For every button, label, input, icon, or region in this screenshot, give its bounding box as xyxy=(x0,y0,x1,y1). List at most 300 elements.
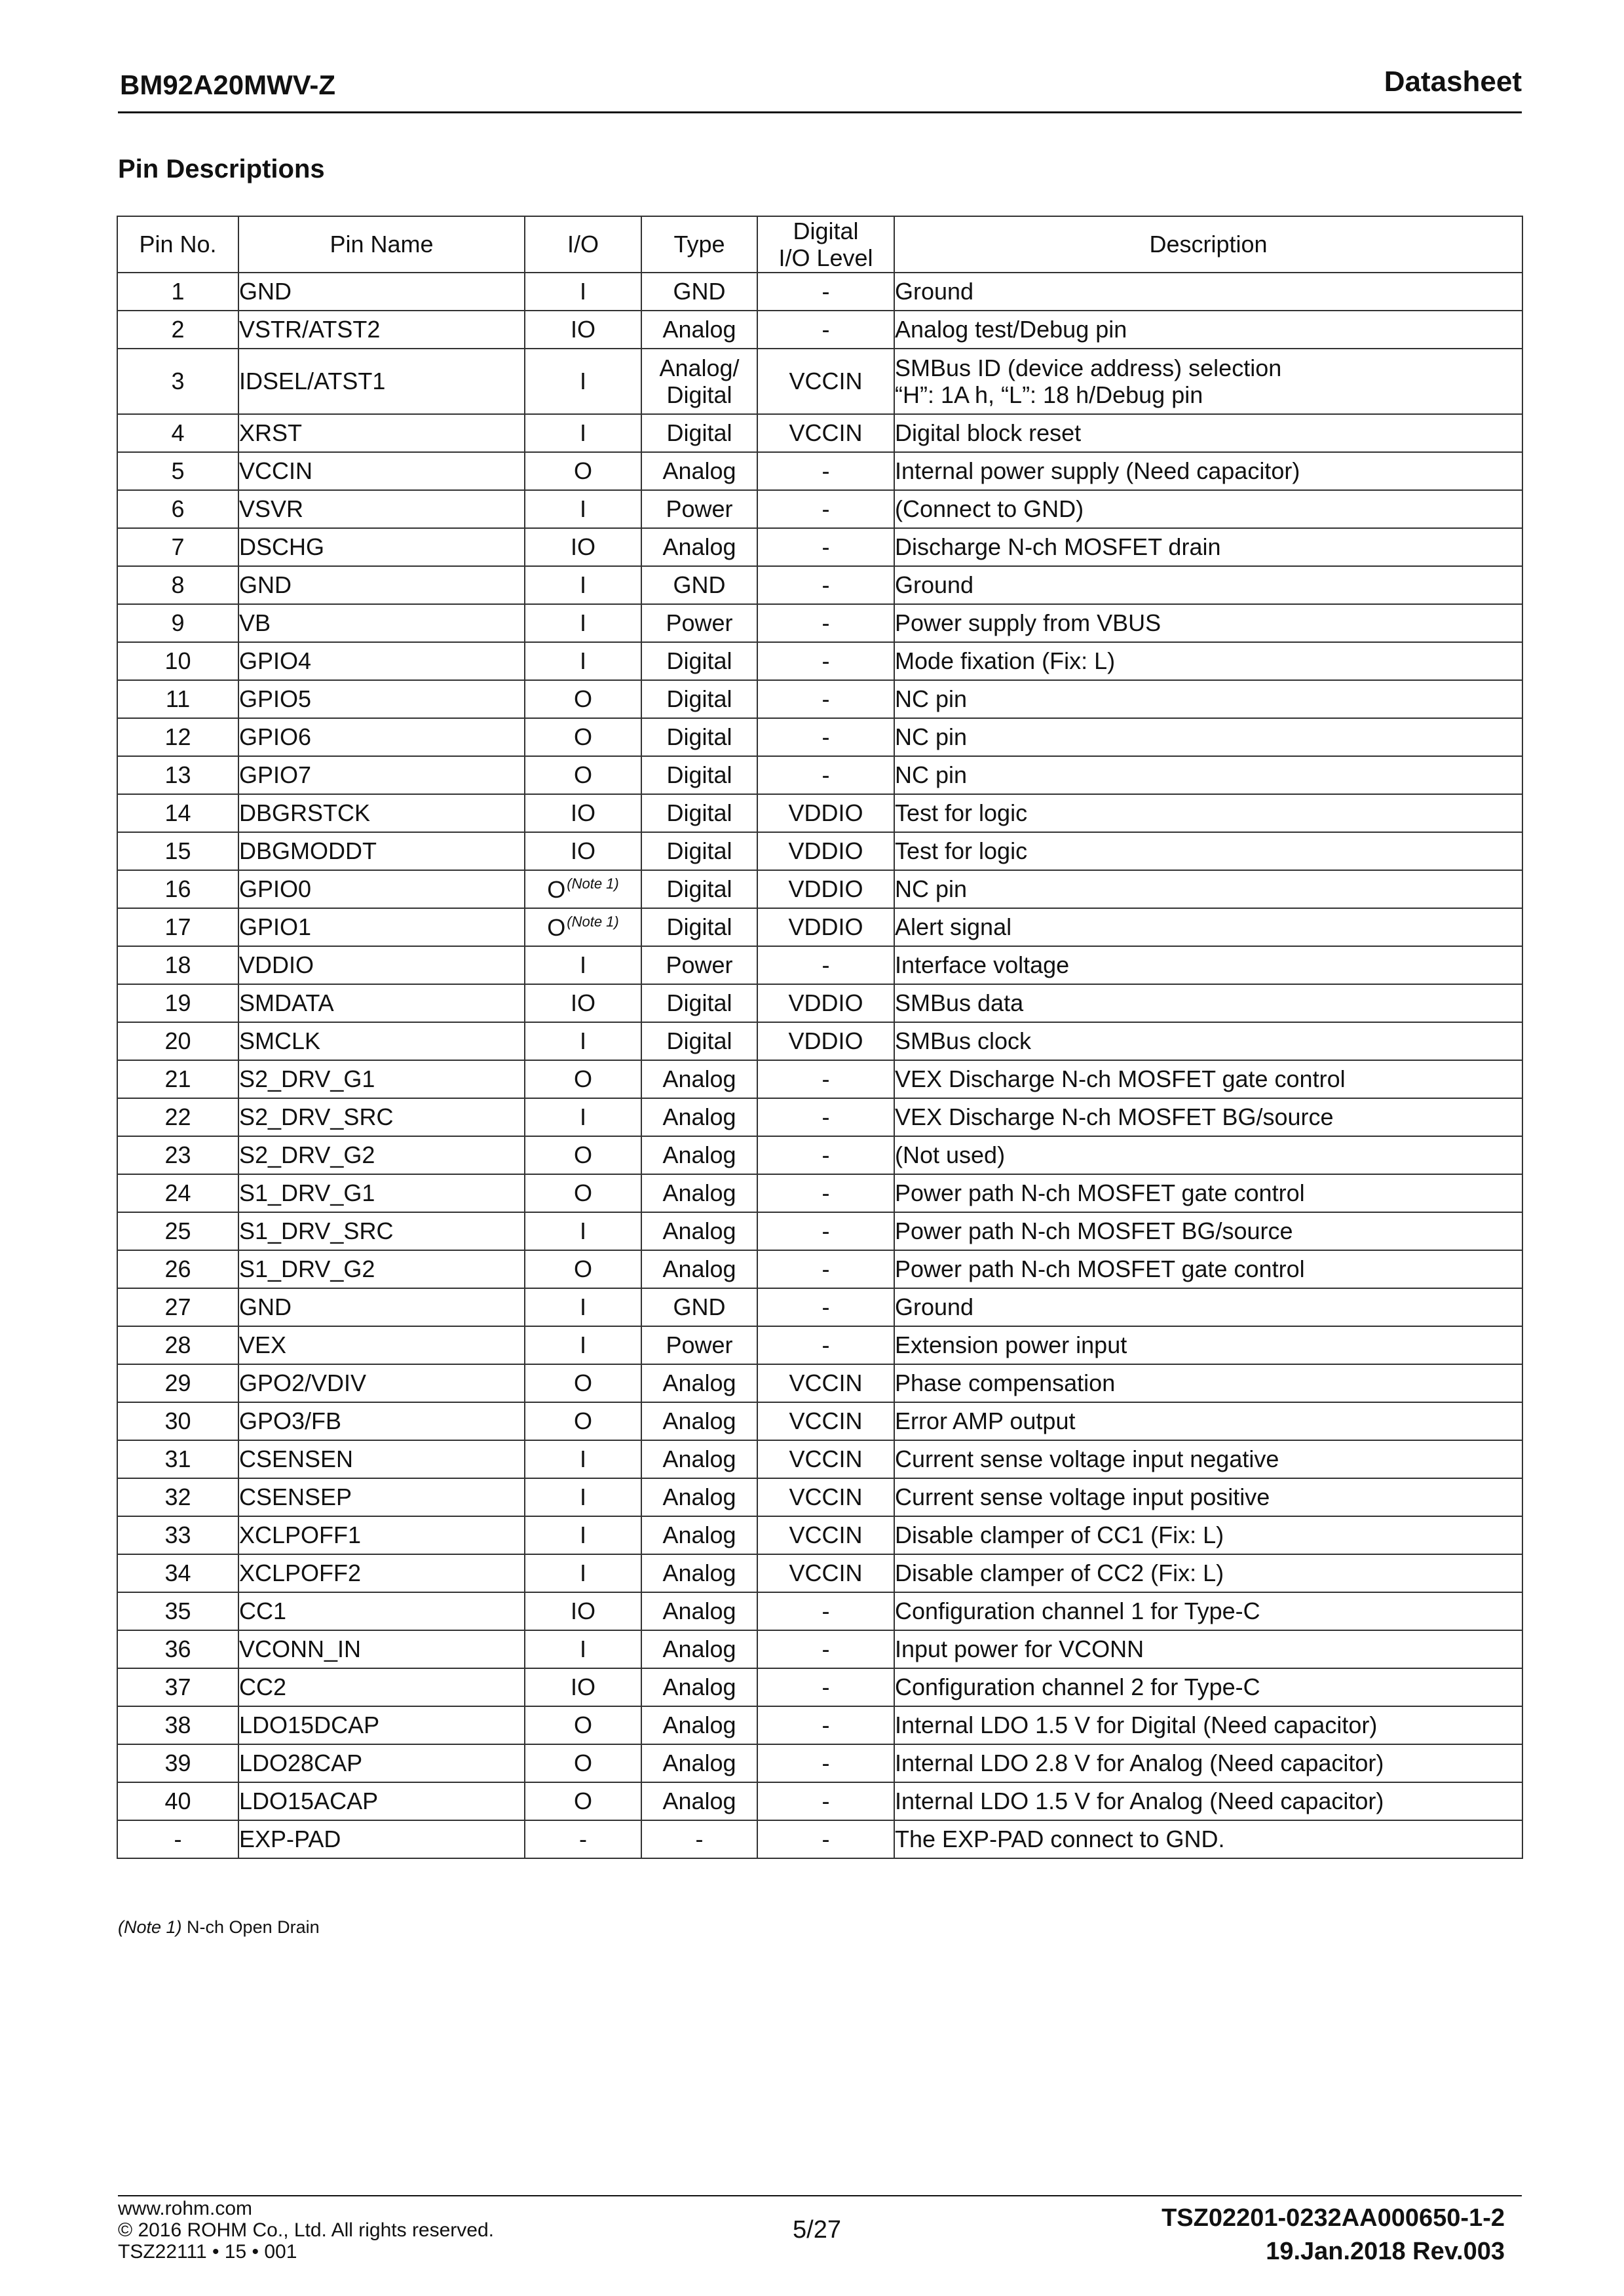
cell-io: O xyxy=(525,680,641,718)
cell-pin-name: GPO2/VDIV xyxy=(238,1364,525,1402)
cell-description: Ground xyxy=(894,1288,1522,1326)
cell-pin-name: S2_DRV_G1 xyxy=(238,1060,525,1098)
table-row xyxy=(117,1326,1522,1364)
table-row xyxy=(117,604,1522,642)
cell-type: Analog xyxy=(641,1744,757,1782)
cell-pin-name: XRST xyxy=(238,414,525,452)
cell-io: I xyxy=(525,1022,641,1060)
table-row xyxy=(117,794,1522,832)
cell-type: Analog xyxy=(641,1630,757,1668)
cell-type: Digital xyxy=(641,642,757,680)
cell-type: Power xyxy=(641,1326,757,1364)
cell-pin-name: S1_DRV_SRC xyxy=(238,1212,525,1250)
cell-pin-name: S2_DRV_G2 xyxy=(238,1136,525,1174)
cell-io: I xyxy=(525,1326,641,1364)
cell-io: O xyxy=(525,1174,641,1212)
cell-io: I xyxy=(525,1554,641,1592)
cell-type: Analog xyxy=(641,528,757,566)
cell-io: I xyxy=(525,566,641,604)
cell-type: Analog xyxy=(641,1060,757,1098)
cell-io: O xyxy=(525,718,641,756)
cell-pin-no: 11 xyxy=(117,680,238,718)
cell-description: Discharge N-ch MOSFET drain xyxy=(894,528,1522,566)
cell-pin-no: 26 xyxy=(117,1250,238,1288)
cell-pin-name: GND xyxy=(238,273,525,311)
cell-pin-no: 21 xyxy=(117,1060,238,1098)
table-row xyxy=(117,349,1522,414)
table-footnote xyxy=(118,1917,320,1938)
cell-io: I xyxy=(525,642,641,680)
cell-io: O xyxy=(525,1402,641,1440)
col-header-pin-no: Pin No. xyxy=(117,216,238,273)
cell-pin-no: 2 xyxy=(117,311,238,349)
cell-io: I xyxy=(525,1630,641,1668)
cell-type: Analog xyxy=(641,1174,757,1212)
table-row xyxy=(117,908,1522,946)
cell-description: NC pin xyxy=(894,870,1522,908)
table-row xyxy=(117,1364,1522,1402)
table-row xyxy=(117,1782,1522,1820)
cell-description: SMBus ID (device address) selection “H”: 1A h, “L”: 18 h/Debug pin xyxy=(894,349,1522,414)
table-row xyxy=(117,1630,1522,1668)
cell-type: Digital xyxy=(641,984,757,1022)
cell-pin-name: GPIO0 xyxy=(238,870,525,908)
table-row xyxy=(117,1440,1522,1478)
cell-digital-io-level: VCCIN xyxy=(757,349,894,414)
cell-pin-name: GPIO4 xyxy=(238,642,525,680)
cell-io xyxy=(525,870,641,908)
cell-pin-name: LDO15ACAP xyxy=(238,1782,525,1820)
cell-type: Digital xyxy=(641,794,757,832)
cell-description: Alert signal xyxy=(894,908,1522,946)
cell-type: Digital xyxy=(641,832,757,870)
cell-io: I xyxy=(525,946,641,984)
table-row xyxy=(117,642,1522,680)
cell-description: SMBus clock xyxy=(894,1022,1522,1060)
cell-pin-no: 36 xyxy=(117,1630,238,1668)
table-row xyxy=(117,273,1522,311)
cell-digital-io-level: - xyxy=(757,1782,894,1820)
table-row xyxy=(117,1820,1522,1858)
table-row xyxy=(117,1022,1522,1060)
table-row xyxy=(117,1402,1522,1440)
cell-digital-io-level: - xyxy=(757,756,894,794)
cell-description: The EXP-PAD connect to GND. xyxy=(894,1820,1522,1858)
cell-io: O xyxy=(525,1364,641,1402)
cell-pin-no: 6 xyxy=(117,490,238,528)
cell-pin-name: DBGRSTCK xyxy=(238,794,525,832)
cell-pin-no: 32 xyxy=(117,1478,238,1516)
cell-pin-no: 30 xyxy=(117,1402,238,1440)
cell-io: IO xyxy=(525,1592,641,1630)
table-row xyxy=(117,1554,1522,1592)
cell-io: IO xyxy=(525,1668,641,1706)
cell-description: NC pin xyxy=(894,718,1522,756)
note-reference: (Note 1) xyxy=(567,875,619,892)
cell-description: Interface voltage xyxy=(894,946,1522,984)
cell-io: IO xyxy=(525,832,641,870)
note-text: N-ch Open Drain xyxy=(181,1917,320,1937)
cell-description: Internal LDO 2.8 V for Analog (Need capacitor) xyxy=(894,1744,1522,1782)
cell-pin-name: GND xyxy=(238,1288,525,1326)
cell-pin-name: S1_DRV_G2 xyxy=(238,1250,525,1288)
cell-digital-io-level: - xyxy=(757,718,894,756)
cell-description: Internal power supply (Need capacitor) xyxy=(894,452,1522,490)
cell-type: Digital xyxy=(641,908,757,946)
cell-description: Analog test/Debug pin xyxy=(894,311,1522,349)
cell-digital-io-level: - xyxy=(757,273,894,311)
cell-type: Digital xyxy=(641,870,757,908)
cell-pin-no: 20 xyxy=(117,1022,238,1060)
cell-type: Digital xyxy=(641,718,757,756)
cell-digital-io-level: - xyxy=(757,1820,894,1858)
cell-type: Analog xyxy=(641,1250,757,1288)
cell-pin-name: GPO3/FB xyxy=(238,1402,525,1440)
cell-description: Extension power input xyxy=(894,1326,1522,1364)
footer-form-code: TSZ22111 • 15 • 001 xyxy=(118,2241,297,2263)
footer-copyright: © 2016 ROHM Co., Ltd. All rights reserved. xyxy=(118,2219,494,2241)
cell-pin-name: GPIO6 xyxy=(238,718,525,756)
cell-pin-no: 10 xyxy=(117,642,238,680)
cell-pin-name: VB xyxy=(238,604,525,642)
table-row xyxy=(117,718,1522,756)
table-row xyxy=(117,870,1522,908)
note-reference: (Note 1) xyxy=(567,913,619,930)
cell-io: - xyxy=(525,1820,641,1858)
col-header-pin-name: Pin Name xyxy=(238,216,525,273)
cell-pin-name: SMCLK xyxy=(238,1022,525,1060)
footer-doc-number: TSZ02201-0232AA000650-1-2 xyxy=(1161,2204,1505,2232)
table-row xyxy=(117,1288,1522,1326)
col-header-description: Description xyxy=(894,216,1522,273)
cell-pin-no: 23 xyxy=(117,1136,238,1174)
cell-type: Digital xyxy=(641,414,757,452)
cell-digital-io-level: VCCIN xyxy=(757,414,894,452)
table-row xyxy=(117,1744,1522,1782)
cell-pin-name: DBGMODDT xyxy=(238,832,525,870)
cell-description: Test for logic xyxy=(894,794,1522,832)
cell-description: Mode fixation (Fix: L) xyxy=(894,642,1522,680)
table-header-row xyxy=(117,216,1522,273)
cell-pin-no: 12 xyxy=(117,718,238,756)
cell-pin-name: CSENSEP xyxy=(238,1478,525,1516)
cell-io: O xyxy=(525,1060,641,1098)
cell-pin-name: CC2 xyxy=(238,1668,525,1706)
cell-pin-no: - xyxy=(117,1820,238,1858)
cell-io: I xyxy=(525,1288,641,1326)
part-number: BM92A20MWV-Z xyxy=(120,69,336,100)
cell-digital-io-level: VDDIO xyxy=(757,984,894,1022)
cell-io: IO xyxy=(525,794,641,832)
table-row xyxy=(117,1592,1522,1630)
cell-io: I xyxy=(525,1212,641,1250)
table-row xyxy=(117,680,1522,718)
cell-io: I xyxy=(525,1440,641,1478)
cell-type: Analog xyxy=(641,1364,757,1402)
cell-description: Ground xyxy=(894,273,1522,311)
cell-digital-io-level: - xyxy=(757,1630,894,1668)
cell-digital-io-level: VDDIO xyxy=(757,794,894,832)
cell-pin-no: 19 xyxy=(117,984,238,1022)
cell-pin-no: 4 xyxy=(117,414,238,452)
cell-description: Error AMP output xyxy=(894,1402,1522,1440)
cell-pin-name: LDO28CAP xyxy=(238,1744,525,1782)
cell-pin-no: 8 xyxy=(117,566,238,604)
cell-pin-no: 7 xyxy=(117,528,238,566)
cell-pin-no: 9 xyxy=(117,604,238,642)
cell-digital-io-level: VDDIO xyxy=(757,908,894,946)
cell-description: Power path N-ch MOSFET gate control xyxy=(894,1174,1522,1212)
cell-io: IO xyxy=(525,311,641,349)
cell-pin-no: 40 xyxy=(117,1782,238,1820)
cell-io: O xyxy=(525,1250,641,1288)
cell-io-value: O xyxy=(547,913,566,941)
cell-pin-no: 16 xyxy=(117,870,238,908)
cell-digital-io-level: - xyxy=(757,604,894,642)
cell-type: Analog xyxy=(641,1516,757,1554)
cell-description: Phase compensation xyxy=(894,1364,1522,1402)
cell-type: Analog xyxy=(641,1136,757,1174)
cell-io: IO xyxy=(525,528,641,566)
cell-pin-no: 37 xyxy=(117,1668,238,1706)
cell-pin-no: 28 xyxy=(117,1326,238,1364)
note-label: (Note 1) xyxy=(118,1917,182,1937)
cell-description: Internal LDO 1.5 V for Digital (Need capacitor) xyxy=(894,1706,1522,1744)
col-header-type: Type xyxy=(641,216,757,273)
cell-pin-no: 38 xyxy=(117,1706,238,1744)
footer-rule xyxy=(118,2195,1522,2196)
cell-pin-no: 29 xyxy=(117,1364,238,1402)
cell-io: I xyxy=(525,604,641,642)
footer-left xyxy=(118,2198,494,2263)
pin-table xyxy=(117,216,1523,1859)
cell-pin-no: 33 xyxy=(117,1516,238,1554)
cell-digital-io-level: VCCIN xyxy=(757,1440,894,1478)
cell-io: IO xyxy=(525,984,641,1022)
table-row xyxy=(117,1478,1522,1516)
table-row xyxy=(117,1516,1522,1554)
cell-description: Ground xyxy=(894,566,1522,604)
cell-pin-no: 1 xyxy=(117,273,238,311)
cell-pin-name: GPIO7 xyxy=(238,756,525,794)
cell-description: SMBus data xyxy=(894,984,1522,1022)
cell-pin-no: 3 xyxy=(117,349,238,414)
cell-io: I xyxy=(525,1516,641,1554)
cell-pin-name: VCONN_IN xyxy=(238,1630,525,1668)
table-row xyxy=(117,1668,1522,1706)
cell-description: (Connect to GND) xyxy=(894,490,1522,528)
cell-description: Input power for VCONN xyxy=(894,1630,1522,1668)
cell-digital-io-level: - xyxy=(757,311,894,349)
cell-pin-no: 22 xyxy=(117,1098,238,1136)
cell-pin-name: VSTR/ATST2 xyxy=(238,311,525,349)
cell-type: Analog xyxy=(641,1668,757,1706)
cell-digital-io-level: VDDIO xyxy=(757,870,894,908)
table-row xyxy=(117,1706,1522,1744)
cell-digital-io-level: - xyxy=(757,1174,894,1212)
cell-pin-name: XCLPOFF1 xyxy=(238,1516,525,1554)
cell-type: Analog xyxy=(641,1440,757,1478)
cell-type: Power xyxy=(641,946,757,984)
cell-digital-io-level: - xyxy=(757,490,894,528)
doc-type: Datasheet xyxy=(1384,66,1522,98)
footer-date-rev: 19.Jan.2018 Rev.003 xyxy=(1266,2238,1505,2265)
cell-digital-io-level: - xyxy=(757,1212,894,1250)
cell-io: I xyxy=(525,273,641,311)
table-row xyxy=(117,311,1522,349)
cell-digital-io-level: VDDIO xyxy=(757,832,894,870)
cell-type: Analog xyxy=(641,1706,757,1744)
table-row xyxy=(117,566,1522,604)
cell-pin-no: 14 xyxy=(117,794,238,832)
cell-type: Analog/ Digital xyxy=(641,349,757,414)
cell-type: Analog xyxy=(641,1782,757,1820)
cell-digital-io-level: VCCIN xyxy=(757,1402,894,1440)
cell-digital-io-level: - xyxy=(757,452,894,490)
cell-type: Analog xyxy=(641,1402,757,1440)
cell-digital-io-level: - xyxy=(757,946,894,984)
cell-pin-name: S2_DRV_SRC xyxy=(238,1098,525,1136)
table-row xyxy=(117,1098,1522,1136)
cell-io: O xyxy=(525,1706,641,1744)
cell-digital-io-level: - xyxy=(757,528,894,566)
cell-description: Power path N-ch MOSFET gate control xyxy=(894,1250,1522,1288)
cell-description: Configuration channel 1 for Type-C xyxy=(894,1592,1522,1630)
table-row xyxy=(117,452,1522,490)
cell-digital-io-level: - xyxy=(757,1136,894,1174)
cell-pin-name: LDO15DCAP xyxy=(238,1706,525,1744)
cell-description: VEX Discharge N-ch MOSFET BG/source xyxy=(894,1098,1522,1136)
cell-pin-no: 25 xyxy=(117,1212,238,1250)
cell-type: Analog xyxy=(641,452,757,490)
cell-pin-name: GPIO5 xyxy=(238,680,525,718)
cell-io: I xyxy=(525,1478,641,1516)
page-number: 5/27 xyxy=(793,2216,841,2244)
cell-digital-io-level: - xyxy=(757,1326,894,1364)
cell-io: O xyxy=(525,1136,641,1174)
cell-digital-io-level: - xyxy=(757,680,894,718)
cell-description: NC pin xyxy=(894,680,1522,718)
cell-pin-name: S1_DRV_G1 xyxy=(238,1174,525,1212)
cell-type: Power xyxy=(641,604,757,642)
cell-type: Analog xyxy=(641,1592,757,1630)
footer-website: www.rohm.com xyxy=(118,2198,253,2219)
table-row xyxy=(117,1174,1522,1212)
cell-io-value: O xyxy=(547,875,566,903)
cell-pin-name: EXP-PAD xyxy=(238,1820,525,1858)
cell-description: Digital block reset xyxy=(894,414,1522,452)
cell-description: Power supply from VBUS xyxy=(894,604,1522,642)
cell-digital-io-level: - xyxy=(757,1060,894,1098)
cell-io: O xyxy=(525,452,641,490)
cell-description: Current sense voltage input positive xyxy=(894,1478,1522,1516)
cell-type: GND xyxy=(641,1288,757,1326)
cell-type: GND xyxy=(641,273,757,311)
cell-io: O xyxy=(525,1744,641,1782)
cell-pin-name: CC1 xyxy=(238,1592,525,1630)
cell-type: Digital xyxy=(641,1022,757,1060)
cell-pin-no: 39 xyxy=(117,1744,238,1782)
cell-pin-no: 18 xyxy=(117,946,238,984)
cell-pin-name: VDDIO xyxy=(238,946,525,984)
cell-pin-name: GPIO1 xyxy=(238,908,525,946)
table-row xyxy=(117,528,1522,566)
cell-pin-no: 5 xyxy=(117,452,238,490)
cell-digital-io-level: - xyxy=(757,1706,894,1744)
col-header-io: I/O xyxy=(525,216,641,273)
cell-io: I xyxy=(525,490,641,528)
cell-pin-no: 35 xyxy=(117,1592,238,1630)
cell-io xyxy=(525,908,641,946)
cell-pin-no: 31 xyxy=(117,1440,238,1478)
cell-pin-name: VEX xyxy=(238,1326,525,1364)
table-row xyxy=(117,1212,1522,1250)
table-row xyxy=(117,756,1522,794)
cell-pin-no: 15 xyxy=(117,832,238,870)
cell-digital-io-level: - xyxy=(757,1288,894,1326)
cell-description: NC pin xyxy=(894,756,1522,794)
cell-digital-io-level: VCCIN xyxy=(757,1516,894,1554)
cell-io: I xyxy=(525,349,641,414)
table-row xyxy=(117,946,1522,984)
cell-digital-io-level: - xyxy=(757,1668,894,1706)
cell-type: GND xyxy=(641,566,757,604)
cell-type: Analog xyxy=(641,311,757,349)
cell-description: Disable clamper of CC2 (Fix: L) xyxy=(894,1554,1522,1592)
cell-type: Digital xyxy=(641,680,757,718)
cell-pin-no: 34 xyxy=(117,1554,238,1592)
cell-digital-io-level: VCCIN xyxy=(757,1364,894,1402)
cell-pin-no: 17 xyxy=(117,908,238,946)
cell-pin-no: 24 xyxy=(117,1174,238,1212)
table-row xyxy=(117,414,1522,452)
cell-description: Configuration channel 2 for Type-C xyxy=(894,1668,1522,1706)
cell-pin-name: CSENSEN xyxy=(238,1440,525,1478)
cell-type: Power xyxy=(641,490,757,528)
cell-digital-io-level: - xyxy=(757,1592,894,1630)
cell-io: I xyxy=(525,1098,641,1136)
cell-description: Power path N-ch MOSFET BG/source xyxy=(894,1212,1522,1250)
cell-digital-io-level: VDDIO xyxy=(757,1022,894,1060)
cell-type: Digital xyxy=(641,756,757,794)
section-title: Pin Descriptions xyxy=(118,155,325,183)
cell-digital-io-level: - xyxy=(757,1250,894,1288)
cell-pin-name: XCLPOFF2 xyxy=(238,1554,525,1592)
cell-type: Analog xyxy=(641,1554,757,1592)
cell-description: VEX Discharge N-ch MOSFET gate control xyxy=(894,1060,1522,1098)
table-row xyxy=(117,1250,1522,1288)
cell-pin-name: VSVR xyxy=(238,490,525,528)
cell-io: I xyxy=(525,414,641,452)
table-row xyxy=(117,984,1522,1022)
cell-description: Internal LDO 1.5 V for Analog (Need capacitor) xyxy=(894,1782,1522,1820)
cell-pin-name: VCCIN xyxy=(238,452,525,490)
cell-pin-no: 13 xyxy=(117,756,238,794)
cell-type: - xyxy=(641,1820,757,1858)
cell-pin-name: SMDATA xyxy=(238,984,525,1022)
cell-description: Test for logic xyxy=(894,832,1522,870)
cell-pin-name: IDSEL/ATST1 xyxy=(238,349,525,414)
cell-type: Analog xyxy=(641,1098,757,1136)
cell-digital-io-level: VCCIN xyxy=(757,1554,894,1592)
cell-type: Analog xyxy=(641,1212,757,1250)
cell-pin-no: 27 xyxy=(117,1288,238,1326)
cell-io: O xyxy=(525,1782,641,1820)
table-row xyxy=(117,1060,1522,1098)
cell-description: Disable clamper of CC1 (Fix: L) xyxy=(894,1516,1522,1554)
cell-pin-name: GND xyxy=(238,566,525,604)
table-row xyxy=(117,1136,1522,1174)
